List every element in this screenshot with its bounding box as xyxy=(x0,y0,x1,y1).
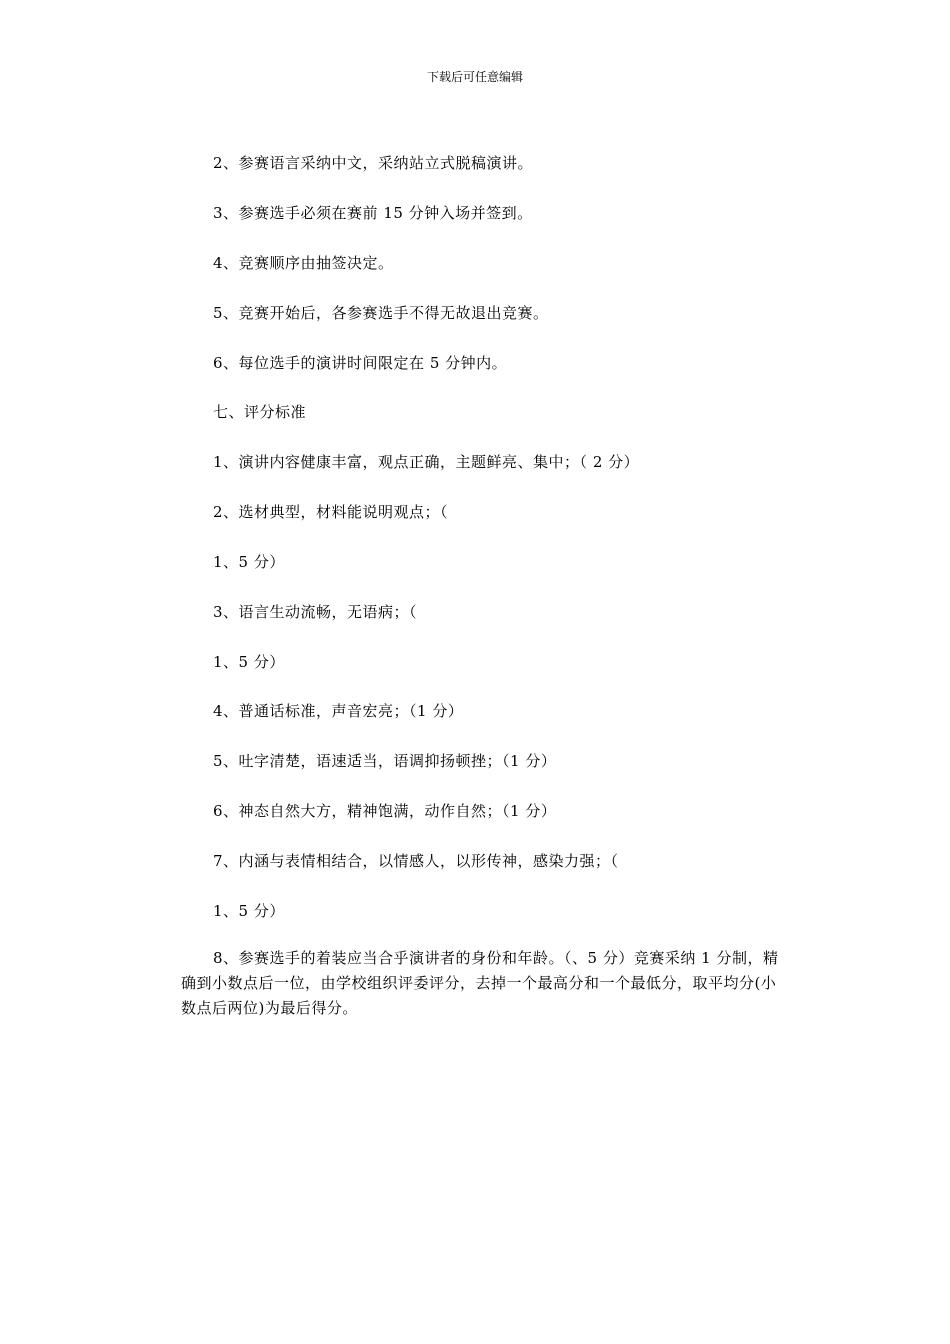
final-paragraph: 8、参赛选手的着装应当合乎演讲者的身份和年龄。（、5 分）竞赛采纳 1 分制，精确到小数点后一位，由学校组织评委评分，去掉一个最高分和一个最低分，取平均分(小数点后两位)为最后得分。 xyxy=(181,949,779,1017)
criterion-line: 6、神态自然大方，精神饱满，动作自然；（1 分） xyxy=(213,802,557,820)
criterion-line: 1、5 分） xyxy=(213,553,285,571)
criterion-line: 5、吐字清楚，语速适当，语调抑扬顿挫；（1 分） xyxy=(213,752,557,770)
page-header: 下载后可任意编辑 xyxy=(426,70,523,84)
criterion-line: 1、5 分） xyxy=(213,653,285,671)
criterion-line: 2、选材典型，材料能说明观点；（ xyxy=(213,503,449,521)
criterion-line: 1、演讲内容健康丰富，观点正确，主题鲜亮、集中；（ 2 分） xyxy=(213,453,640,471)
criterion-line: 3、语言生动流畅，无语病；（ xyxy=(213,603,418,621)
criterion-line: 7、内涵与表情相结合，以情感人，以形传神，感染力强；（ xyxy=(213,852,619,870)
rule-line: 6、每位选手的演讲时间限定在 5 分钟内。 xyxy=(213,354,508,372)
rule-line: 5、竞赛开始后，各参赛选手不得无故退出竞赛。 xyxy=(213,304,549,322)
criterion-line: 1、5 分） xyxy=(213,902,285,920)
rule-line: 2、参赛语言采纳中文，采纳站立式脱稿演讲。 xyxy=(213,154,534,172)
rule-line: 4、竞赛顺序由抽签决定。 xyxy=(213,254,394,272)
rule-line: 3、参赛选手必须在赛前 15 分钟入场并签到。 xyxy=(213,204,533,222)
section-heading: 七、评分标准 xyxy=(213,403,307,421)
criterion-line: 4、普通话标准，声音宏亮；（1 分） xyxy=(213,702,464,720)
